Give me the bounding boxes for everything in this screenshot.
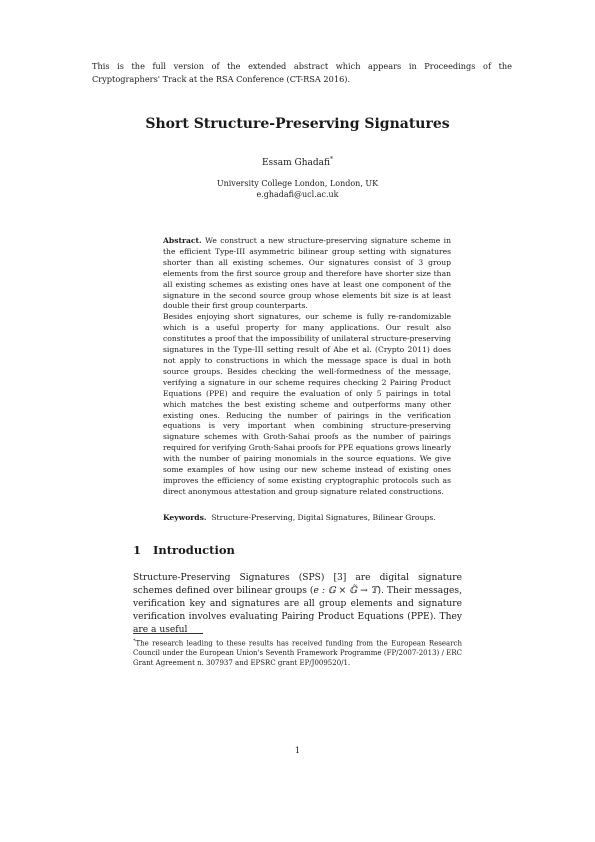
abstract-block <box>163 236 451 498</box>
keywords-text: Structure-Preserving, Digital Signatures, Bilinear Groups. <box>211 513 436 522</box>
footnote-text: The research leading to these results has received funding from the European Research Council under the European Union's Seventh Framework Programme (FP/2007-2013) / ERC Grant Agreement n. 307937 and EPSRC grant EP/J009520/1. <box>133 639 462 668</box>
keywords-label: Keywords. <box>163 513 207 522</box>
abstract-text-1: We construct a new structure-preserving signature scheme in the efficient Type-III asymmetric bilinear group setting with signatures shorter than all existing schemes. Our signatures consist of 3 group elements from the first source group and therefore have shorter size than all existing schemes as existing ones have at least one component of the signature in the second source group whose elements bit size is at least double their first group counterparts. <box>163 236 451 311</box>
publication-notice: This is the full version of the extended abstract which appears in Proceedings of the Cryptographers' Track at the RSA Conference (CT-RSA 2016). <box>92 61 512 84</box>
section-title: Introduction <box>153 543 235 557</box>
page-number: 1 <box>294 746 301 756</box>
intro-text-1: Structure-Preserving Signatures (SPS) [3] are digital signature schemes defined over bilinear groups ( <box>133 573 462 597</box>
author-footnote-mark: * <box>330 156 334 163</box>
footnote <box>133 636 462 668</box>
author-line <box>0 156 595 168</box>
section-number: 1 <box>133 543 142 557</box>
keywords-block <box>163 512 463 523</box>
author-name: Essam Ghadafi <box>261 158 331 168</box>
footnote-mark: * <box>133 638 136 644</box>
institution: University College London, London, UK <box>216 179 379 188</box>
section-heading <box>133 543 235 557</box>
abstract-label: Abstract. <box>163 236 202 245</box>
affiliation-block <box>0 178 595 200</box>
intro-math: e : 𝔾 × 𝔾̃ → 𝕋 <box>313 586 378 597</box>
intro-paragraph <box>133 572 462 637</box>
footnote-rule <box>133 633 203 634</box>
abstract-paragraph-2: Besides enjoying short signatures, our scheme is fully re-randomizable which is a useful property for many applications. Our result also constitutes a proof that the impossibility of unilateral structure-preserving signatures in the Type-III setting result of Abe et al. (Crypto 2011) does not apply to constructions in which the message space is dual in both source groups. Besides checking the well-formedness of the message, verifying a signature in our scheme requires checking 2 Pairing Product Equations (PPE) and require the evaluation of only 5 pairings in total which matches the best existing scheme and outperforms many other existing ones. Reducing the number of pairings in the verification equations is very important when combining structure-preserving signature schemes with Groth-Sahai proofs as the number of pairings required for verifying Groth-Sahai proofs for PPE equations grows linearly with the number of pairing monomials in the source equations. We give some examples of how using our new scheme instead of existing ones improves the efficiency of some existing cryptographic protocols such as direct anonymous attestation and group signature related constructions. <box>163 312 452 496</box>
abstract-paragraph-1 <box>163 236 451 312</box>
intro-text-2: ). Their messages, verification key and signatures are all group elements and signature verification involves evaluating Pairing Product Equations (PPE). They are a useful <box>133 586 462 636</box>
author-email: e.ghadafi@ucl.ac.uk <box>256 190 339 199</box>
paper-title: Short Structure-Preserving Signatures <box>145 116 450 132</box>
